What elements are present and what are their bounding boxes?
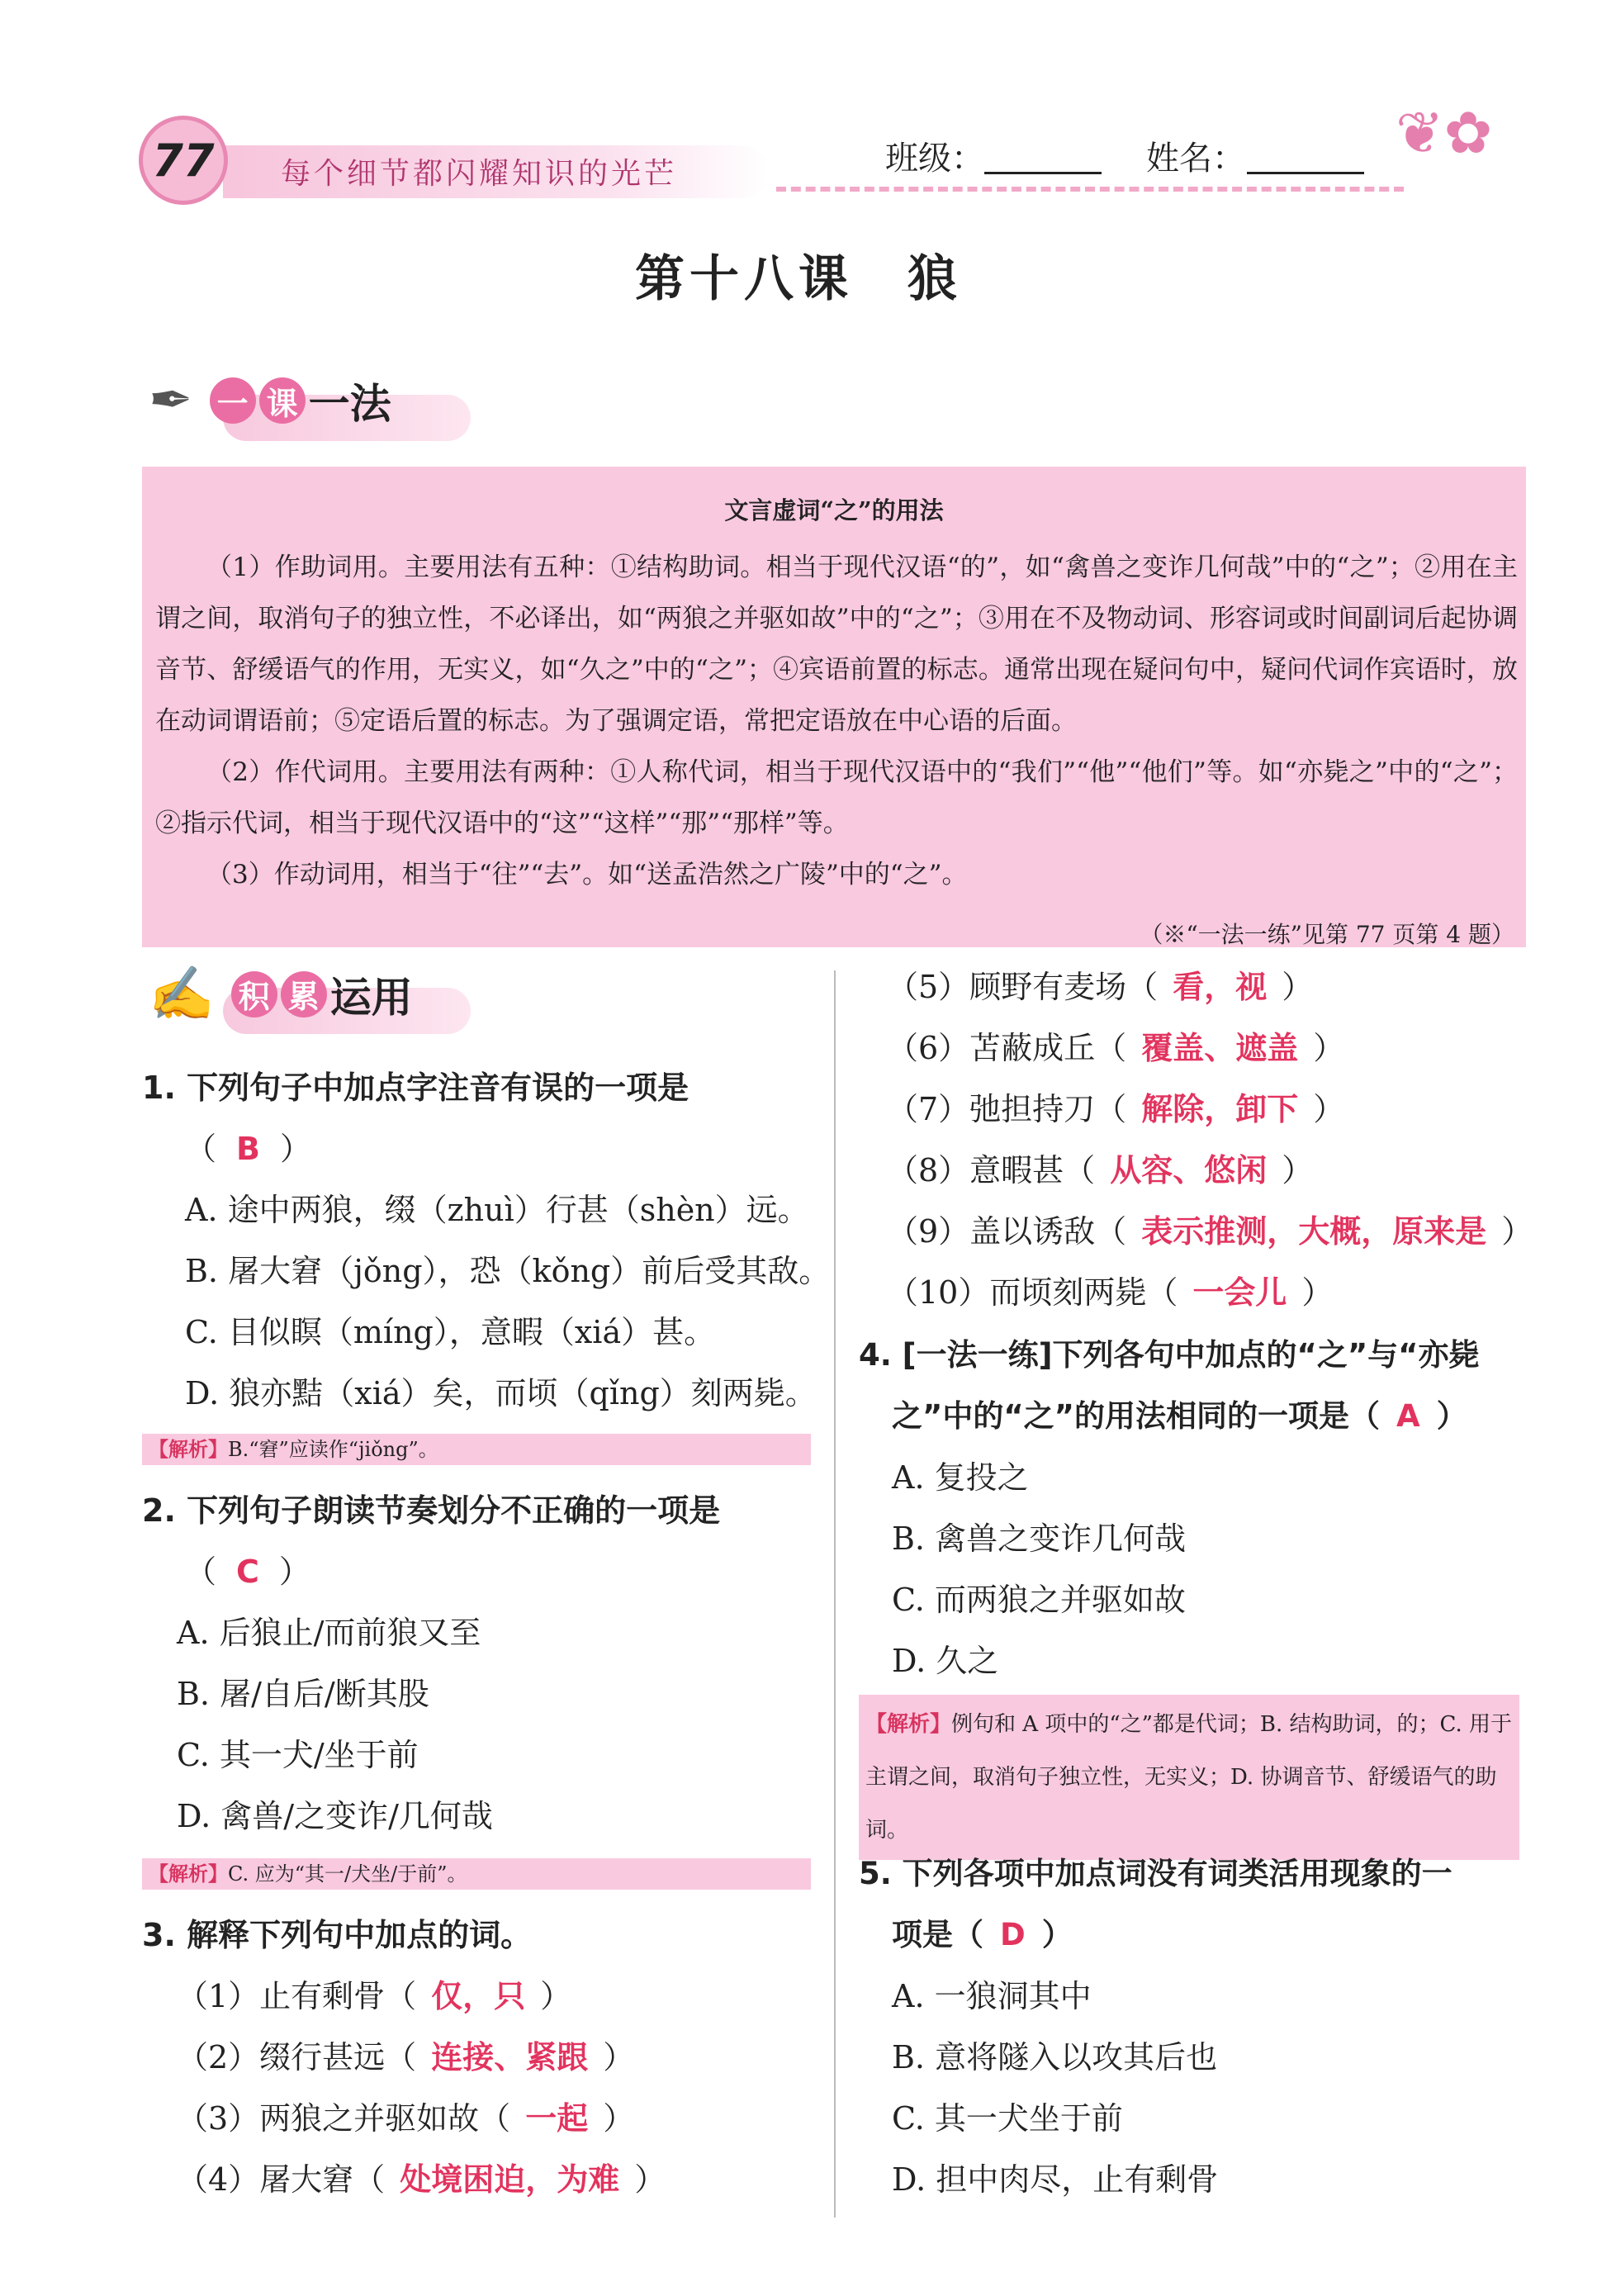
q3-item-3 — [177, 2088, 634, 2149]
method-para-3: （3）作动词用，相当于“往”“去”。如“送孟浩然之广陵”中的“之”。 — [206, 860, 968, 889]
q3-item-2-q: （2）缀行甚远（ — [177, 2039, 417, 2075]
q3-item-8-a: 从容、悠闲 — [1110, 1151, 1268, 1188]
notebook-pen-icon: ✍ — [149, 964, 215, 1025]
q4-answer: A — [1396, 1398, 1420, 1434]
q2-answer-line — [185, 1541, 310, 1602]
lesson-title: 第十八课 狼 — [635, 250, 962, 308]
q1-option-c: C. 目似瞑（míng），意暇（xiá）甚。 — [185, 1314, 716, 1350]
q4-paren-close: ） — [1436, 1398, 1467, 1434]
q2-option-b: B. 屠/自后/断其股 — [177, 1676, 429, 1712]
method-para-1: （1）作助词用。主要用法有五种：①结构助词。相当于现代汉语“的”，如“禽兽之变诈几何哉”中的“之”；②用在主谓之间，取消句子的独立性，不必译出，如“两狼之并驱如故”中的“之”；③用在不及物动词、形容词或时间副词后起协调音节、舒缓语气的作用，无实义，如“久之”中的“之”；④宾语前置的标志。通常出现在疑问句中，疑问代词作宾语时，放在动词谓语前；⑤定语后置的标志。为了强调定语，常把定语放在中心语的后面。 — [155, 553, 1518, 736]
q2-option-a: A. 后狼止/而前狼又至 — [177, 1615, 481, 1651]
q5-option-b: B. 意将隧入以攻其后也 — [892, 2039, 1218, 2075]
q1-option-a: A. 途中两狼，缀（zhuì）行甚（shèn）远。 — [185, 1192, 809, 1228]
q3-item-2 — [177, 2027, 634, 2088]
section1-title: 一法 — [308, 380, 391, 428]
q1-answer-line — [185, 1118, 311, 1179]
q3-item-6 — [887, 1018, 1344, 1079]
q5-stem-line1: 5. 下列各项中加点词没有词类活用现象的一 — [859, 1856, 1452, 1891]
q1-analysis-label: 【解析】 — [149, 1437, 228, 1461]
q5-stem-line2 — [892, 1905, 1073, 1966]
q3-item-10-q: （10）而顷刻两毙（ — [887, 1274, 1178, 1311]
column-divider — [834, 970, 836, 2218]
q1-stem: 1. 下列句子中加点字注音有误的一项是 — [142, 1070, 690, 1106]
q2-analysis-text: C. 应为“其一/犬坐/于前”。 — [228, 1862, 467, 1886]
q2-paren-open: （ — [185, 1554, 217, 1590]
q3-item-10-a: 一会儿 — [1192, 1274, 1287, 1311]
q3-item-3-q: （3）两狼之并驱如故（ — [177, 2100, 511, 2137]
method-para-2: （2）作代词用。主要用法有两种：①人称代词，相当于现代汉语中的“我们”“他”“他们”等。如“亦毙之”中的“之”；②指示代词，相当于现代汉语中的“这”“这样”“那”“那样”等。 — [155, 757, 1518, 838]
q3-item-4-q: （4）屠大窘（ — [177, 2161, 386, 2198]
class-blank[interactable] — [984, 172, 1102, 174]
method-box-title: 文言虚词“之”的用法 — [724, 496, 944, 524]
q5-stem-text: 项是（ — [892, 1917, 983, 1952]
q1-paren-close: ） — [279, 1131, 311, 1167]
section2-header — [149, 963, 413, 1025]
q3-stem: 3. 解释下列句中加点的词。 — [142, 1917, 533, 1953]
q4-stem-line2 — [892, 1386, 1467, 1447]
q3-item-8-c: ） — [1282, 1152, 1314, 1188]
q4-option-c: C. 而两狼之并驱如故 — [892, 1582, 1186, 1618]
name-blank[interactable] — [1247, 172, 1364, 174]
q5-answer: D — [1000, 1917, 1026, 1952]
q3-item-6-a: 覆盖、遮盖 — [1141, 1029, 1299, 1066]
q3-item-5-a: 看，视 — [1173, 968, 1268, 1005]
q4-stem-line1: 4. [一法一练]下列各句中加点的“之”与“亦毙 — [859, 1337, 1480, 1373]
q3-item-7-q: （7）弛担持刀（ — [887, 1091, 1127, 1127]
q3-item-9-a: 表示推测，大概，原来是 — [1141, 1212, 1487, 1250]
q3-item-2-c: ） — [603, 2039, 635, 2075]
q1-answer: B — [236, 1131, 260, 1167]
q2-analysis — [142, 1858, 811, 1890]
q3-item-5-c: ） — [1282, 969, 1314, 1005]
q4-option-b: B. 禽兽之变诈几何哉 — [892, 1520, 1187, 1557]
page-number-badge: 77 — [139, 116, 228, 205]
q2-option-d: D. 禽兽/之变诈/几何哉 — [177, 1798, 493, 1834]
q3-item-2-a: 连接、紧跟 — [431, 2038, 589, 2075]
section1-header — [149, 370, 391, 431]
q5-option-c: C. 其一犬坐于前 — [892, 2100, 1123, 2137]
q3-item-4-c: ） — [634, 2161, 666, 2198]
flourish-ornament-icon: ❦✿ — [1396, 99, 1493, 167]
q3-item-9-c: ） — [1501, 1213, 1533, 1250]
q1-analysis — [142, 1434, 811, 1465]
q4-analysis — [859, 1695, 1519, 1860]
q5-paren-close: ） — [1041, 1917, 1073, 1952]
q2-analysis-label: 【解析】 — [149, 1862, 228, 1886]
method-note: （※“一法一练”见第 77 页第 4 题） — [1140, 921, 1514, 948]
q3-item-7 — [887, 1079, 1344, 1140]
section2-bubble-1: 积 — [231, 971, 277, 1018]
q3-item-1-c: ） — [540, 1978, 572, 2014]
header-dash-line — [776, 187, 1404, 192]
q3-item-10 — [887, 1262, 1333, 1323]
q1-analysis-text: B.“窘”应读作“jiǒng”。 — [228, 1438, 438, 1461]
q4-stem-text: 之”中的“之”的用法相同的一项是（ — [892, 1398, 1380, 1434]
header-slogan: 每个细节都闪耀知识的光芒 — [281, 157, 678, 191]
q3-item-4 — [177, 2149, 666, 2210]
q4-option-a: A. 复投之 — [892, 1459, 1029, 1496]
q3-item-6-q: （6）苫蔽成丘（ — [887, 1030, 1127, 1066]
q2-paren-close: ） — [278, 1554, 310, 1590]
q3-item-9-q: （9）盖以诱敌（ — [887, 1213, 1127, 1250]
section2-title: 运用 — [329, 973, 413, 1022]
q5-option-a: A. 一狼洞其中 — [892, 1978, 1092, 2014]
q1-option-b: B. 屠大窘（jǒng），恐（kǒng）前后受其敌。 — [185, 1253, 831, 1289]
q3-item-7-c: ） — [1313, 1091, 1345, 1127]
quill-pen-icon: ✒ — [149, 370, 193, 431]
q3-item-1 — [177, 1966, 571, 2027]
q2-answer: C — [236, 1554, 259, 1590]
q3-item-8 — [887, 1140, 1313, 1201]
name-label: 姓名： — [1146, 140, 1245, 178]
q5-option-d: D. 担中肉尽，止有剩骨 — [892, 2161, 1219, 2198]
q4-analysis-label: 【解析】 — [865, 1712, 952, 1737]
section2-bubble-2: 累 — [281, 971, 327, 1018]
q1-paren-open: （ — [185, 1131, 217, 1167]
q3-item-8-q: （8）意暇甚（ — [887, 1152, 1096, 1188]
q3-item-10-c: ） — [1301, 1274, 1334, 1311]
q3-item-3-c: ） — [603, 2100, 635, 2137]
q3-item-5 — [887, 956, 1313, 1018]
q2-option-c: C. 其一犬/坐于前 — [177, 1737, 419, 1773]
q4-option-d: D. 久之 — [892, 1643, 999, 1679]
q3-item-3-a: 一起 — [525, 2099, 589, 2137]
q2-stem: 2. 下列句子朗读节奏划分不正确的一项是 — [142, 1492, 721, 1529]
q3-item-4-a: 处境困迫，为难 — [400, 2161, 620, 2198]
q3-item-1-q: （1）止有剩骨（ — [177, 1978, 417, 2014]
q3-item-1-a: 仅，只 — [431, 1977, 526, 2014]
q3-item-9 — [887, 1201, 1533, 1262]
q1-option-d: D. 狼亦黠（xiá）矣，而顷（qǐng）刻两毙。 — [185, 1375, 817, 1411]
q4-analysis-text: 例句和 A 项中的“之”都是代词；B. 结构助词，的；C. 用于主谓之间，取消句子独立性，无实义；D. 协调音节、舒缓语气的助词。 — [865, 1712, 1513, 1843]
class-label: 班级： — [885, 140, 984, 178]
q3-item-7-a: 解除，卸下 — [1141, 1090, 1299, 1127]
q3-item-5-q: （5）顾野有麦场（ — [887, 969, 1159, 1005]
section1-bubble-2: 课 — [259, 377, 306, 424]
q3-item-6-c: ） — [1313, 1030, 1345, 1066]
section1-bubble-1: 一 — [210, 377, 256, 424]
